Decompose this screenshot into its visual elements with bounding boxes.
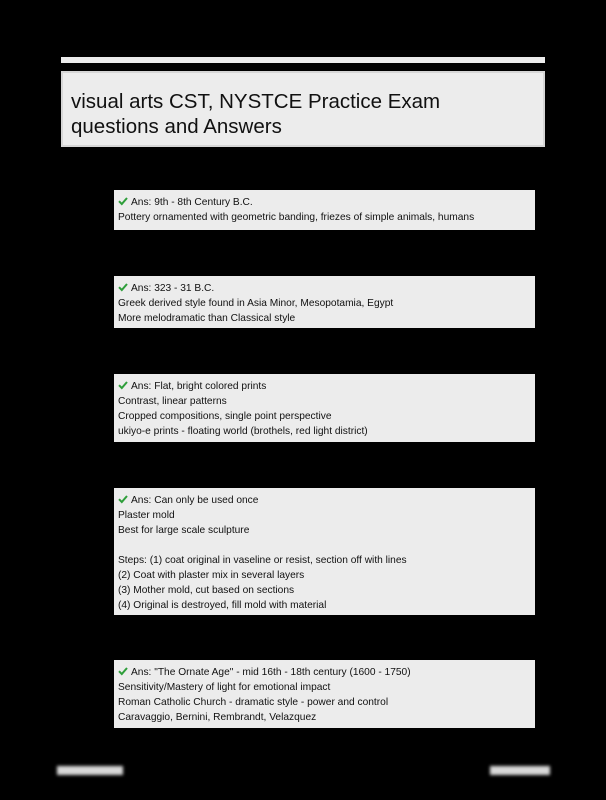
top-divider bbox=[61, 57, 545, 63]
check-icon bbox=[118, 380, 128, 390]
answer-line bbox=[118, 195, 531, 210]
detail-line: (4) Original is destroyed, fill mold with material bbox=[118, 600, 327, 611]
footer-right-blurred bbox=[490, 766, 550, 775]
answer-text: Ans: Flat, bright colored prints bbox=[131, 381, 267, 392]
answer-line bbox=[118, 493, 531, 508]
footer-left-blurred bbox=[57, 766, 123, 775]
detail-line: ukiyo-e prints - floating world (brothels, red light district) bbox=[118, 426, 368, 437]
blank-line bbox=[118, 538, 531, 553]
answer-text: Ans: "The Ornate Age" - mid 16th - 18th century (1600 - 1750) bbox=[131, 667, 411, 678]
detail-line: Best for large scale sculpture bbox=[118, 525, 250, 536]
detail-line: Contrast, linear patterns bbox=[118, 396, 227, 407]
detail-line: Caravaggio, Bernini, Rembrandt, Velazquez bbox=[118, 712, 317, 723]
answer-text: Ans: 323 - 31 B.C. bbox=[131, 283, 215, 294]
answer-card-1 bbox=[114, 190, 535, 230]
check-icon bbox=[118, 494, 128, 504]
answer-text: Ans: 9th - 8th Century B.C. bbox=[131, 197, 253, 208]
detail-line: Roman Catholic Church - dramatic style - power and control bbox=[118, 697, 389, 708]
answer-card-5 bbox=[114, 660, 535, 728]
detail-line: Plaster mold bbox=[118, 510, 175, 521]
detail-line: Sensitivity/Mastery of light for emotional impact bbox=[118, 682, 331, 693]
check-icon bbox=[118, 196, 128, 206]
answer-card-4 bbox=[114, 488, 535, 615]
answer-text: Ans: Can only be used once bbox=[131, 495, 259, 506]
detail-line: Cropped compositions, single point perspective bbox=[118, 411, 332, 422]
detail-line: (3) Mother mold, cut based on sections bbox=[118, 585, 295, 596]
answer-line bbox=[118, 379, 531, 394]
answer-line bbox=[118, 665, 531, 680]
answer-line bbox=[118, 281, 531, 296]
check-icon bbox=[118, 666, 128, 676]
title-box bbox=[61, 71, 545, 147]
detail-line: More melodramatic than Classical style bbox=[118, 313, 296, 324]
answer-card-3 bbox=[114, 374, 535, 442]
detail-line: Greek derived style found in Asia Minor, Mesopotamia, Egypt bbox=[118, 298, 394, 309]
page-title: visual arts CST, NYSTCE Practice Exam questions and Answers bbox=[71, 90, 441, 138]
detail-line: Pottery ornamented with geometric banding, friezes of simple animals, humans bbox=[118, 212, 475, 223]
detail-line: (2) Coat with plaster mix in several layers bbox=[118, 570, 305, 581]
answer-card-2 bbox=[114, 276, 535, 328]
detail-line: Steps: (1) coat original in vaseline or resist, section off with lines bbox=[118, 555, 407, 566]
check-icon bbox=[118, 282, 128, 292]
